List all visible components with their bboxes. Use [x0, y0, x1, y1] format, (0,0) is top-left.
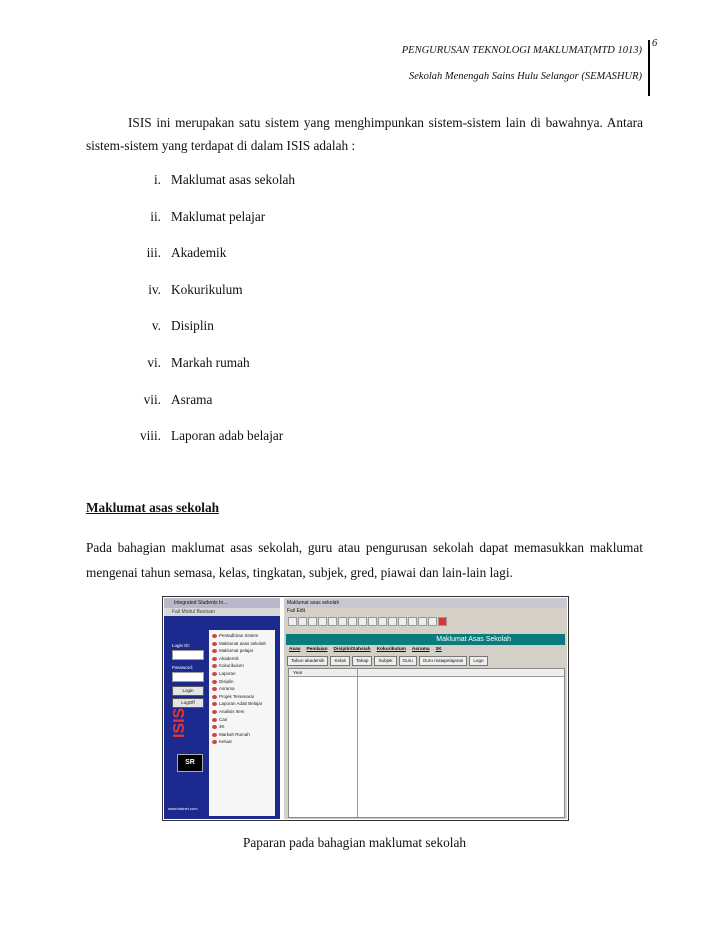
nav-module-item: Pentadbiran Sistem	[211, 633, 258, 639]
nav-module-item: Maklumat asas sekolah	[211, 641, 266, 647]
nav-module-item: Projek Tersenarai	[211, 694, 254, 700]
nav-module-item: Analisis Item	[211, 709, 245, 715]
nav-module-item: Keluar	[211, 739, 232, 745]
subtab-button: Logo	[469, 656, 487, 666]
subtab-button: Subjek	[374, 656, 396, 666]
toolbar-icon	[308, 617, 317, 626]
list-item-text: Laporan adab belajar	[171, 428, 284, 444]
tab-bar	[286, 646, 445, 654]
nav-module-item: Maklumat pelajar	[211, 648, 253, 654]
site-url: www.isisnet.com	[168, 806, 198, 811]
header-divider	[648, 40, 650, 96]
nav-module-item: Kokurikulum	[211, 663, 244, 669]
nav-module-item: Cari	[211, 717, 227, 723]
list-item	[148, 281, 243, 298]
tab-item: Asrama	[411, 647, 430, 652]
password-field	[172, 672, 204, 682]
login-id-label: Login ID:	[172, 643, 191, 648]
toolbar-icon	[438, 617, 447, 626]
section-heading: Maklumat asas sekolah	[86, 500, 219, 515]
app-screenshot	[162, 596, 569, 821]
list-item	[143, 391, 213, 408]
toolbar-icon	[418, 617, 427, 626]
toolbar	[286, 616, 565, 626]
toolbar-icon	[388, 617, 397, 626]
list-item-text: Maklumat pelajar	[171, 208, 266, 224]
grid-header	[289, 669, 564, 677]
page-header	[402, 38, 642, 90]
tab-item: Asas	[289, 647, 301, 652]
tab-item: Kokurikulum	[376, 647, 406, 652]
module-nav-panel	[209, 630, 275, 816]
figure-caption: Paparan pada bahagian maklumat sekolah	[243, 835, 467, 850]
list-item	[139, 428, 284, 444]
toolbar-icon	[368, 617, 377, 626]
page-number: 6	[652, 38, 658, 49]
login-id-field	[172, 650, 204, 660]
toolbar-icon	[318, 617, 327, 626]
toolbar-icon	[298, 617, 307, 626]
password-label: Password:	[172, 665, 194, 670]
nav-module-item: Asrama	[211, 686, 235, 692]
nav-module-item: Akademik	[211, 656, 239, 662]
left-window-title: Integrated Students In...	[164, 598, 280, 608]
toolbar-icon	[338, 617, 347, 626]
nav-module-item: Laporan Adab Belajar	[211, 701, 262, 707]
intro-paragraph: ISIS ini merupakan satu sistem yang menghimpunkan sistem-sistem lain di bawahnya. Antara sistem-sistem yang terdapat di dalam ISIS adalah :	[86, 115, 643, 153]
right-menu-bar: Fail Edit	[287, 608, 306, 614]
logoff-button: LogOff	[172, 698, 204, 708]
subtab-button: Guru matapelajaran	[419, 656, 468, 666]
list-item	[151, 318, 214, 334]
isis-logo: ISIS	[171, 707, 188, 738]
login-button: Login	[172, 686, 204, 696]
list-item-text: Kokurikulum	[171, 281, 243, 297]
list-item-number: iv.	[148, 281, 161, 297]
tab-item: Disiplin/Sahsiah	[333, 647, 371, 652]
right-window-title: Maklumat asas sekolah	[284, 598, 567, 608]
list-item	[146, 245, 227, 261]
left-menu-bar: Fail Modul Bantuan	[164, 608, 280, 616]
nav-module-item: 3K	[211, 724, 225, 730]
toolbar-icon	[288, 617, 297, 626]
header-subtitle: Sekolah Menengah Sains Hulu Selangor (SEMASHUR)	[409, 71, 642, 82]
list-item-number: i.	[153, 172, 161, 187]
tab-item: Penilaian	[306, 647, 328, 652]
nav-module-item: Markah Rumah	[211, 732, 250, 738]
subtab-button: Kelas	[330, 656, 350, 666]
column-header-year: Year	[293, 670, 303, 675]
list-item	[147, 355, 250, 371]
toolbar-icon	[348, 617, 357, 626]
toolbar-icon	[378, 617, 387, 626]
list-item-text: Markah rumah	[171, 355, 250, 370]
tab-item: 3K	[435, 647, 442, 652]
nav-module-item: Laporan	[211, 671, 236, 677]
list-item-number: vi.	[147, 355, 161, 370]
list-item-text: Akademik	[171, 245, 227, 261]
grid-column-divider	[357, 669, 358, 817]
list-item-number: iii.	[146, 245, 161, 261]
toolbar-icon	[358, 617, 367, 626]
subtab-bar	[287, 656, 490, 665]
list-item-number: vii.	[143, 391, 161, 407]
form-banner: Maklumat Asas Sekolah	[286, 634, 565, 645]
toolbar-icon	[408, 617, 417, 626]
list-item-text: Asrama	[171, 391, 213, 407]
sr-logo: SR	[177, 754, 203, 772]
subtab-button: Tahap	[352, 656, 373, 666]
list-item	[150, 208, 266, 225]
list-item-text: Maklumat asas sekolah	[171, 172, 296, 187]
list-item-text: Disiplin	[171, 318, 214, 334]
section-paragraph: Pada bahagian maklumat asas sekolah, guru atau pengurusan sekolah dapat memasukkan maklumat mengenai tahun semasa, kelas, tingkatan, subjek, gred, piawai dan lain-lain lagi.	[86, 540, 643, 580]
left-window	[164, 598, 280, 819]
subtab-button: Tahun akademik	[287, 656, 328, 666]
toolbar-icon	[428, 617, 437, 626]
header-title: PENGURUSAN TEKNOLOGI MAKLUMAT(MTD 1013)	[401, 45, 642, 56]
toolbar-icon	[398, 617, 407, 626]
nav-module-item: Disiplin	[211, 679, 234, 685]
toolbar-icon	[328, 617, 337, 626]
data-grid	[288, 668, 565, 818]
list-item	[153, 172, 296, 188]
list-item-number: viii.	[139, 428, 161, 444]
list-item-number: ii.	[150, 208, 161, 224]
subtab-button: Guru	[399, 656, 417, 666]
list-item-number: v.	[151, 318, 161, 334]
right-window	[284, 598, 567, 819]
